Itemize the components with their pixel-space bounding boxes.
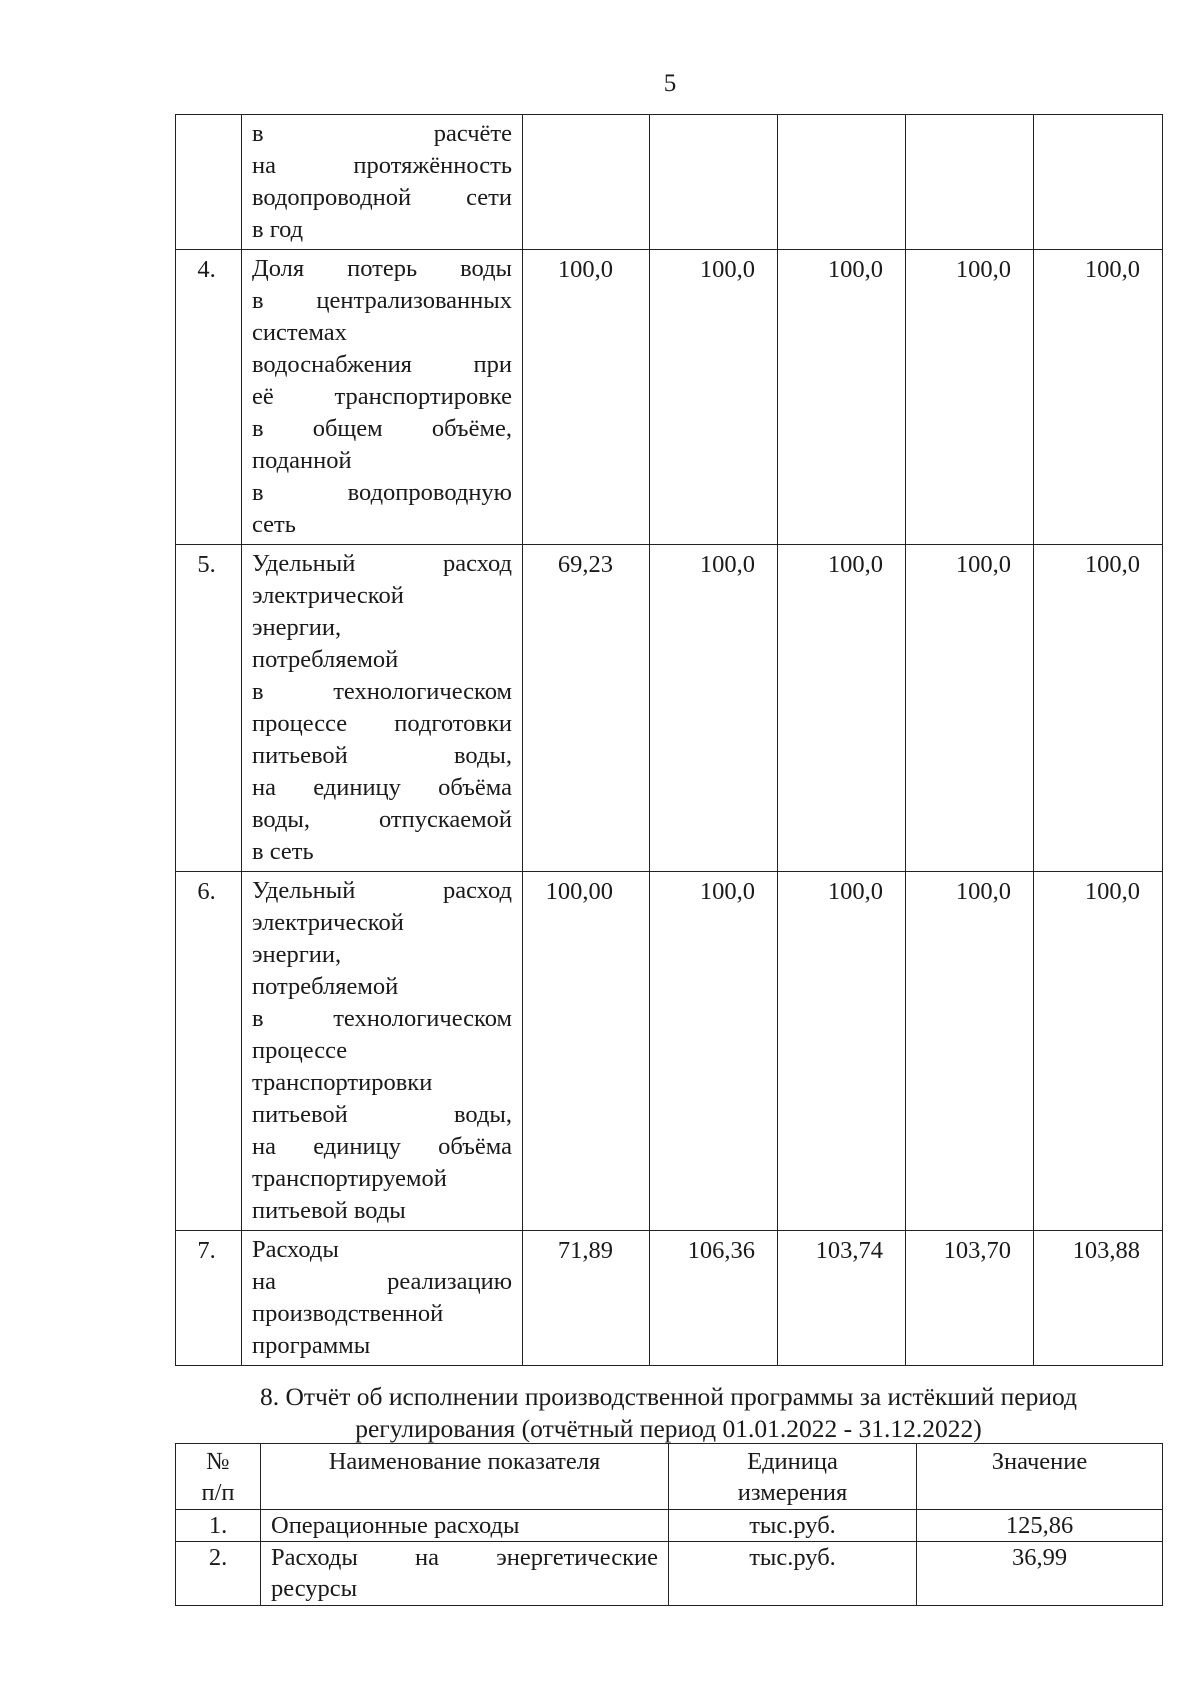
indicator-value: 100,0 <box>1034 250 1163 545</box>
header-unit-line-1: Единица <box>747 1448 838 1475</box>
header-unit-line-2: измерения <box>737 1479 848 1506</box>
header-num-line-1: № <box>206 1448 230 1475</box>
word: на <box>252 1268 276 1295</box>
indicator-row <box>176 1231 1163 1366</box>
word: сети <box>466 184 512 211</box>
indicator-value: 103,88 <box>1034 1231 1163 1366</box>
header-unit <box>669 1444 917 1510</box>
indicator-value: 100,00 <box>523 872 650 1231</box>
word: воды <box>460 255 512 282</box>
report-row <box>176 1542 1163 1606</box>
word: расход <box>442 877 512 904</box>
indicator-name-line <box>252 285 512 317</box>
indicator-name-line: процессе <box>252 1037 348 1064</box>
report-row-value: 36,99 <box>917 1542 1163 1606</box>
indicator-value: 100,0 <box>650 872 778 1231</box>
report-row-name <box>261 1542 669 1606</box>
report-row-num: 2. <box>176 1542 261 1606</box>
word: в <box>252 479 264 506</box>
word: Расходы <box>271 1544 358 1571</box>
word: питьевой <box>252 742 348 769</box>
indicator-name-line <box>252 1266 512 1298</box>
indicator-name-line: Расходы <box>252 1236 339 1263</box>
indicator-name-line <box>252 1131 512 1163</box>
indicator-name-line: программы <box>252 1332 371 1359</box>
page-number: 5 <box>663 70 677 97</box>
word: водопроводную <box>347 479 512 506</box>
word: воды, <box>454 1101 512 1128</box>
indicator-value <box>650 115 778 250</box>
report-row-name: Операционные расходы <box>261 1510 669 1542</box>
indicator-row <box>176 115 1163 250</box>
indicator-name <box>242 250 523 545</box>
indicator-name-line: электрической <box>252 909 404 936</box>
indicator-name-line <box>252 548 512 580</box>
indicator-number: 6. <box>176 872 242 1231</box>
indicator-name-line <box>252 772 512 804</box>
word: технологическом <box>333 1005 512 1032</box>
indicator-name-line: поданной <box>252 447 352 474</box>
word: объёма <box>438 1133 512 1160</box>
indicator-name-line: сеть <box>252 511 296 538</box>
indicator-name-line <box>252 182 512 214</box>
indicators-table <box>175 114 1163 1366</box>
word: в <box>252 287 264 314</box>
word: Удельный <box>252 877 356 904</box>
header-name: Наименование показателя <box>261 1444 669 1510</box>
indicator-value: 100,0 <box>906 872 1034 1231</box>
indicator-value: 71,89 <box>523 1231 650 1366</box>
indicator-name-line <box>252 381 512 413</box>
indicator-name-line: электрической <box>252 582 404 609</box>
word: питьевой <box>252 1101 348 1128</box>
word: воды, <box>252 806 310 833</box>
indicator-name-line: транспортировки <box>252 1069 433 1096</box>
indicator-name-line: потребляемой <box>252 973 399 1000</box>
indicator-value <box>778 115 906 250</box>
indicator-name-line <box>252 253 512 285</box>
indicator-name-line <box>252 708 512 740</box>
indicator-name-line <box>252 740 512 772</box>
indicator-name-line <box>252 118 512 150</box>
header-num <box>176 1444 261 1510</box>
word: процессе <box>252 710 348 737</box>
word: расчёте <box>433 120 512 147</box>
indicator-name-line: в год <box>252 216 304 243</box>
report-row-name-line-2: ресурсы <box>271 1575 358 1602</box>
word: энергетические <box>496 1544 658 1571</box>
indicator-name-line <box>252 477 512 509</box>
indicator-name-line: питьевой воды <box>252 1197 406 1224</box>
indicator-name-line: энергии, <box>252 941 342 968</box>
word: на <box>252 152 276 179</box>
indicator-value: 100,0 <box>906 545 1034 872</box>
word: технологическом <box>333 678 512 705</box>
indicator-value: 106,36 <box>650 1231 778 1366</box>
header-value: Значение <box>917 1444 1163 1510</box>
indicator-number <box>176 115 242 250</box>
section-title-line-2: регулирования (отчётный период 01.01.2022 - 31.12.2022) <box>355 1414 982 1443</box>
word: в <box>252 415 264 442</box>
word: единицу <box>313 1133 401 1160</box>
report-row-unit: тыс.руб. <box>669 1542 917 1606</box>
word: централизованных <box>316 287 512 314</box>
section-title-line-1: 8. Отчёт об исполнении производственной программы за истёкший период <box>260 1382 1077 1411</box>
indicator-value <box>1034 115 1163 250</box>
word: в <box>252 678 264 705</box>
report-row-num: 1. <box>176 1510 261 1542</box>
indicator-name-line: производственной <box>252 1300 444 1327</box>
indicator-value: 100,0 <box>523 250 650 545</box>
indicator-value: 100,0 <box>778 872 906 1231</box>
indicator-name-line: энергии, <box>252 614 342 641</box>
indicator-name-line <box>252 676 512 708</box>
word: общем <box>312 415 383 442</box>
word: водоснабжения <box>252 351 412 378</box>
indicator-value: 100,0 <box>906 250 1034 545</box>
indicator-name-line <box>252 1099 512 1131</box>
header-num-line-2: п/п <box>201 1479 235 1506</box>
indicator-value: 100,0 <box>778 545 906 872</box>
indicator-value: 103,70 <box>906 1231 1034 1366</box>
indicator-name <box>242 872 523 1231</box>
indicator-row <box>176 872 1163 1231</box>
indicator-value: 100,0 <box>650 250 778 545</box>
indicator-name-line <box>252 349 512 381</box>
word: Доля <box>252 255 305 282</box>
indicator-value: 69,23 <box>523 545 650 872</box>
word: в <box>252 120 264 147</box>
word: потерь <box>347 255 418 282</box>
indicator-number: 5. <box>176 545 242 872</box>
indicator-value: 100,0 <box>1034 545 1163 872</box>
word: объёме, <box>431 415 512 442</box>
word: на <box>415 1544 440 1571</box>
indicator-name-line: транспортируемой <box>252 1165 447 1192</box>
indicator-name-line: потребляемой <box>252 646 399 673</box>
word: на <box>252 774 276 801</box>
word: в <box>252 1005 264 1032</box>
indicator-value <box>523 115 650 250</box>
word: воды, <box>454 742 512 769</box>
word: реализацию <box>387 1268 512 1295</box>
indicator-name-line <box>252 875 512 907</box>
indicator-name-line <box>252 1003 512 1035</box>
indicator-name-line <box>252 150 512 182</box>
indicator-name-line <box>252 804 512 836</box>
indicator-row <box>176 250 1163 545</box>
report-row <box>176 1510 1163 1542</box>
word: Удельный <box>252 550 356 577</box>
indicator-name <box>242 545 523 872</box>
indicator-number: 7. <box>176 1231 242 1366</box>
word: при <box>473 351 512 378</box>
word: её <box>252 383 274 410</box>
indicator-name-line <box>252 413 512 445</box>
indicator-name <box>242 1231 523 1366</box>
indicator-number: 4. <box>176 250 242 545</box>
indicator-value <box>906 115 1034 250</box>
indicator-value: 100,0 <box>778 250 906 545</box>
indicator-name-line: в сеть <box>252 838 314 865</box>
indicator-value: 100,0 <box>650 545 778 872</box>
indicator-name-line: системах <box>252 319 347 346</box>
word: отпускаемой <box>378 806 512 833</box>
word: объёма <box>438 774 512 801</box>
report-row-unit: тыс.руб. <box>669 1510 917 1542</box>
indicator-row <box>176 545 1163 872</box>
word: подготовки <box>394 710 512 737</box>
report-row-name-line-1 <box>271 1542 658 1573</box>
word: единицу <box>313 774 401 801</box>
word: на <box>252 1133 276 1160</box>
word: водопроводной <box>252 184 412 211</box>
report-header-row <box>176 1444 1163 1510</box>
word: протяжённость <box>353 152 512 179</box>
indicator-value: 103,74 <box>778 1231 906 1366</box>
indicator-value: 100,0 <box>1034 872 1163 1231</box>
report-row-value: 125,86 <box>917 1510 1163 1542</box>
word: расход <box>442 550 512 577</box>
section-8-title <box>175 1381 1162 1445</box>
word: транспортировке <box>334 383 512 410</box>
report-table <box>175 1443 1163 1606</box>
indicator-name <box>242 115 523 250</box>
